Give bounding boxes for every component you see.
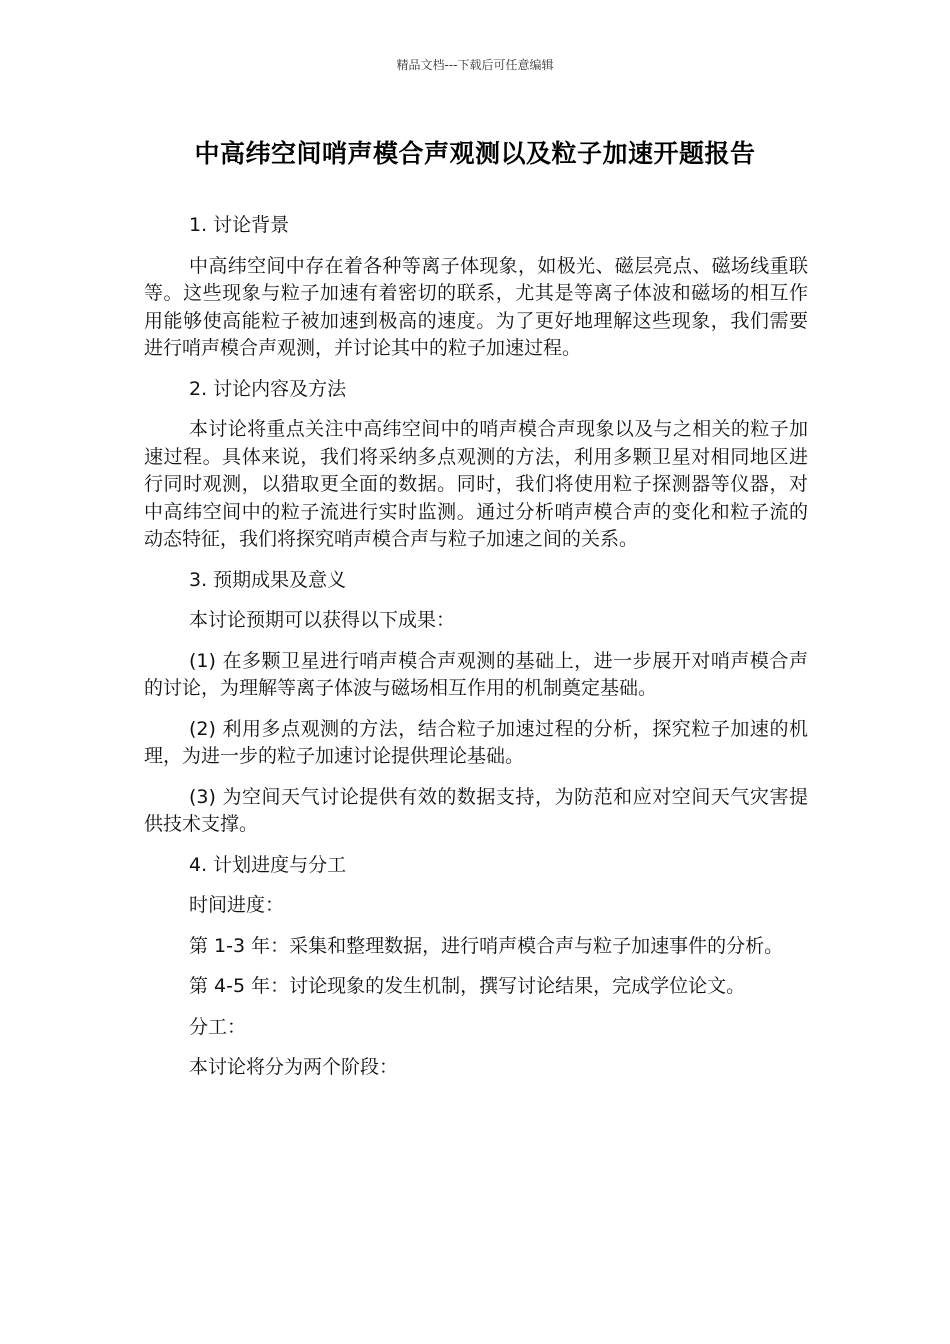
document-title: 中高纬空间哨声模合声观测以及粒子加速开题报告 bbox=[194, 139, 756, 168]
paragraph-schedule-label: 时间进度： bbox=[189, 894, 285, 916]
paragraph-schedule-years-1-3: 第 1-3 年：采集和整理数据，进行哨声模合声与粒子加速事件的分析。 bbox=[189, 934, 784, 957]
paragraph-background: 中高纬空间中存在着各种等离子体现象，如极光、磁层亮点、磁场线重联等。这些现象与粒子加速有着密切的联系，尤其是等离子体波和磁场的相互作用能够使高能粒子被加速到极高的速度。为了更好地理解这些现象，我们需要进行哨声模合声观测，并讨论其中的粒子加速过程。 bbox=[144, 254, 808, 359]
section-heading-expected-results: 3. 预期成果及意义 bbox=[189, 568, 347, 591]
list-item-result-1: (1) 在多颗卫星进行哨声模合声观测的基础上，进一步展开对哨声模合声的讨论，为理解等离子体波与磁场相互作用的机制奠定基础。 bbox=[144, 649, 808, 699]
paragraph-results-intro: 本讨论预期可以获得以下成果： bbox=[189, 609, 456, 631]
paragraph-schedule-years-4-5: 第 4-5 年：讨论现象的发生机制，撰写讨论结果，完成学位论文。 bbox=[189, 975, 746, 997]
paragraph-content-method: 本讨论将重点关注中高纬空间中的哨声模合声现象以及与之相关的粒子加速过程。具体来说，我们将采纳多点观测的方法，利用多颗卫星对相同地区进行同时观测，以猎取更全面的数据。同时，我们将使用粒子探测器等仪器，对中高纬空间中的粒子流进行实时监测。通过分析哨声模合声的变化和粒子流的动态特征，我们将探究哨声模合声与粒子加速之间的关系。 bbox=[144, 418, 808, 550]
header-note: 精品文档---下载后可任意编辑 bbox=[396, 58, 554, 72]
section-heading-content-method: 2. 讨论内容及方法 bbox=[189, 377, 347, 400]
paragraph-division-label: 分工： bbox=[189, 1015, 247, 1038]
section-heading-plan: 4. 计划进度与分工 bbox=[189, 853, 347, 876]
document-body bbox=[144, 212, 808, 1095]
paragraph-division-stages: 本讨论将分为两个阶段： bbox=[189, 1056, 399, 1078]
section-heading-background: 1. 讨论背景 bbox=[189, 214, 290, 236]
list-item-result-2: (2) 利用多点观测的方法，结合粒子加速过程的分析，探究粒子加速的机理，为进一步的粒子加速讨论提供理论基础。 bbox=[144, 717, 808, 767]
list-item-result-3: (3) 为空间天气讨论提供有效的数据支持，为防范和应对空间天气灾害提供技术支撑。 bbox=[144, 785, 808, 835]
